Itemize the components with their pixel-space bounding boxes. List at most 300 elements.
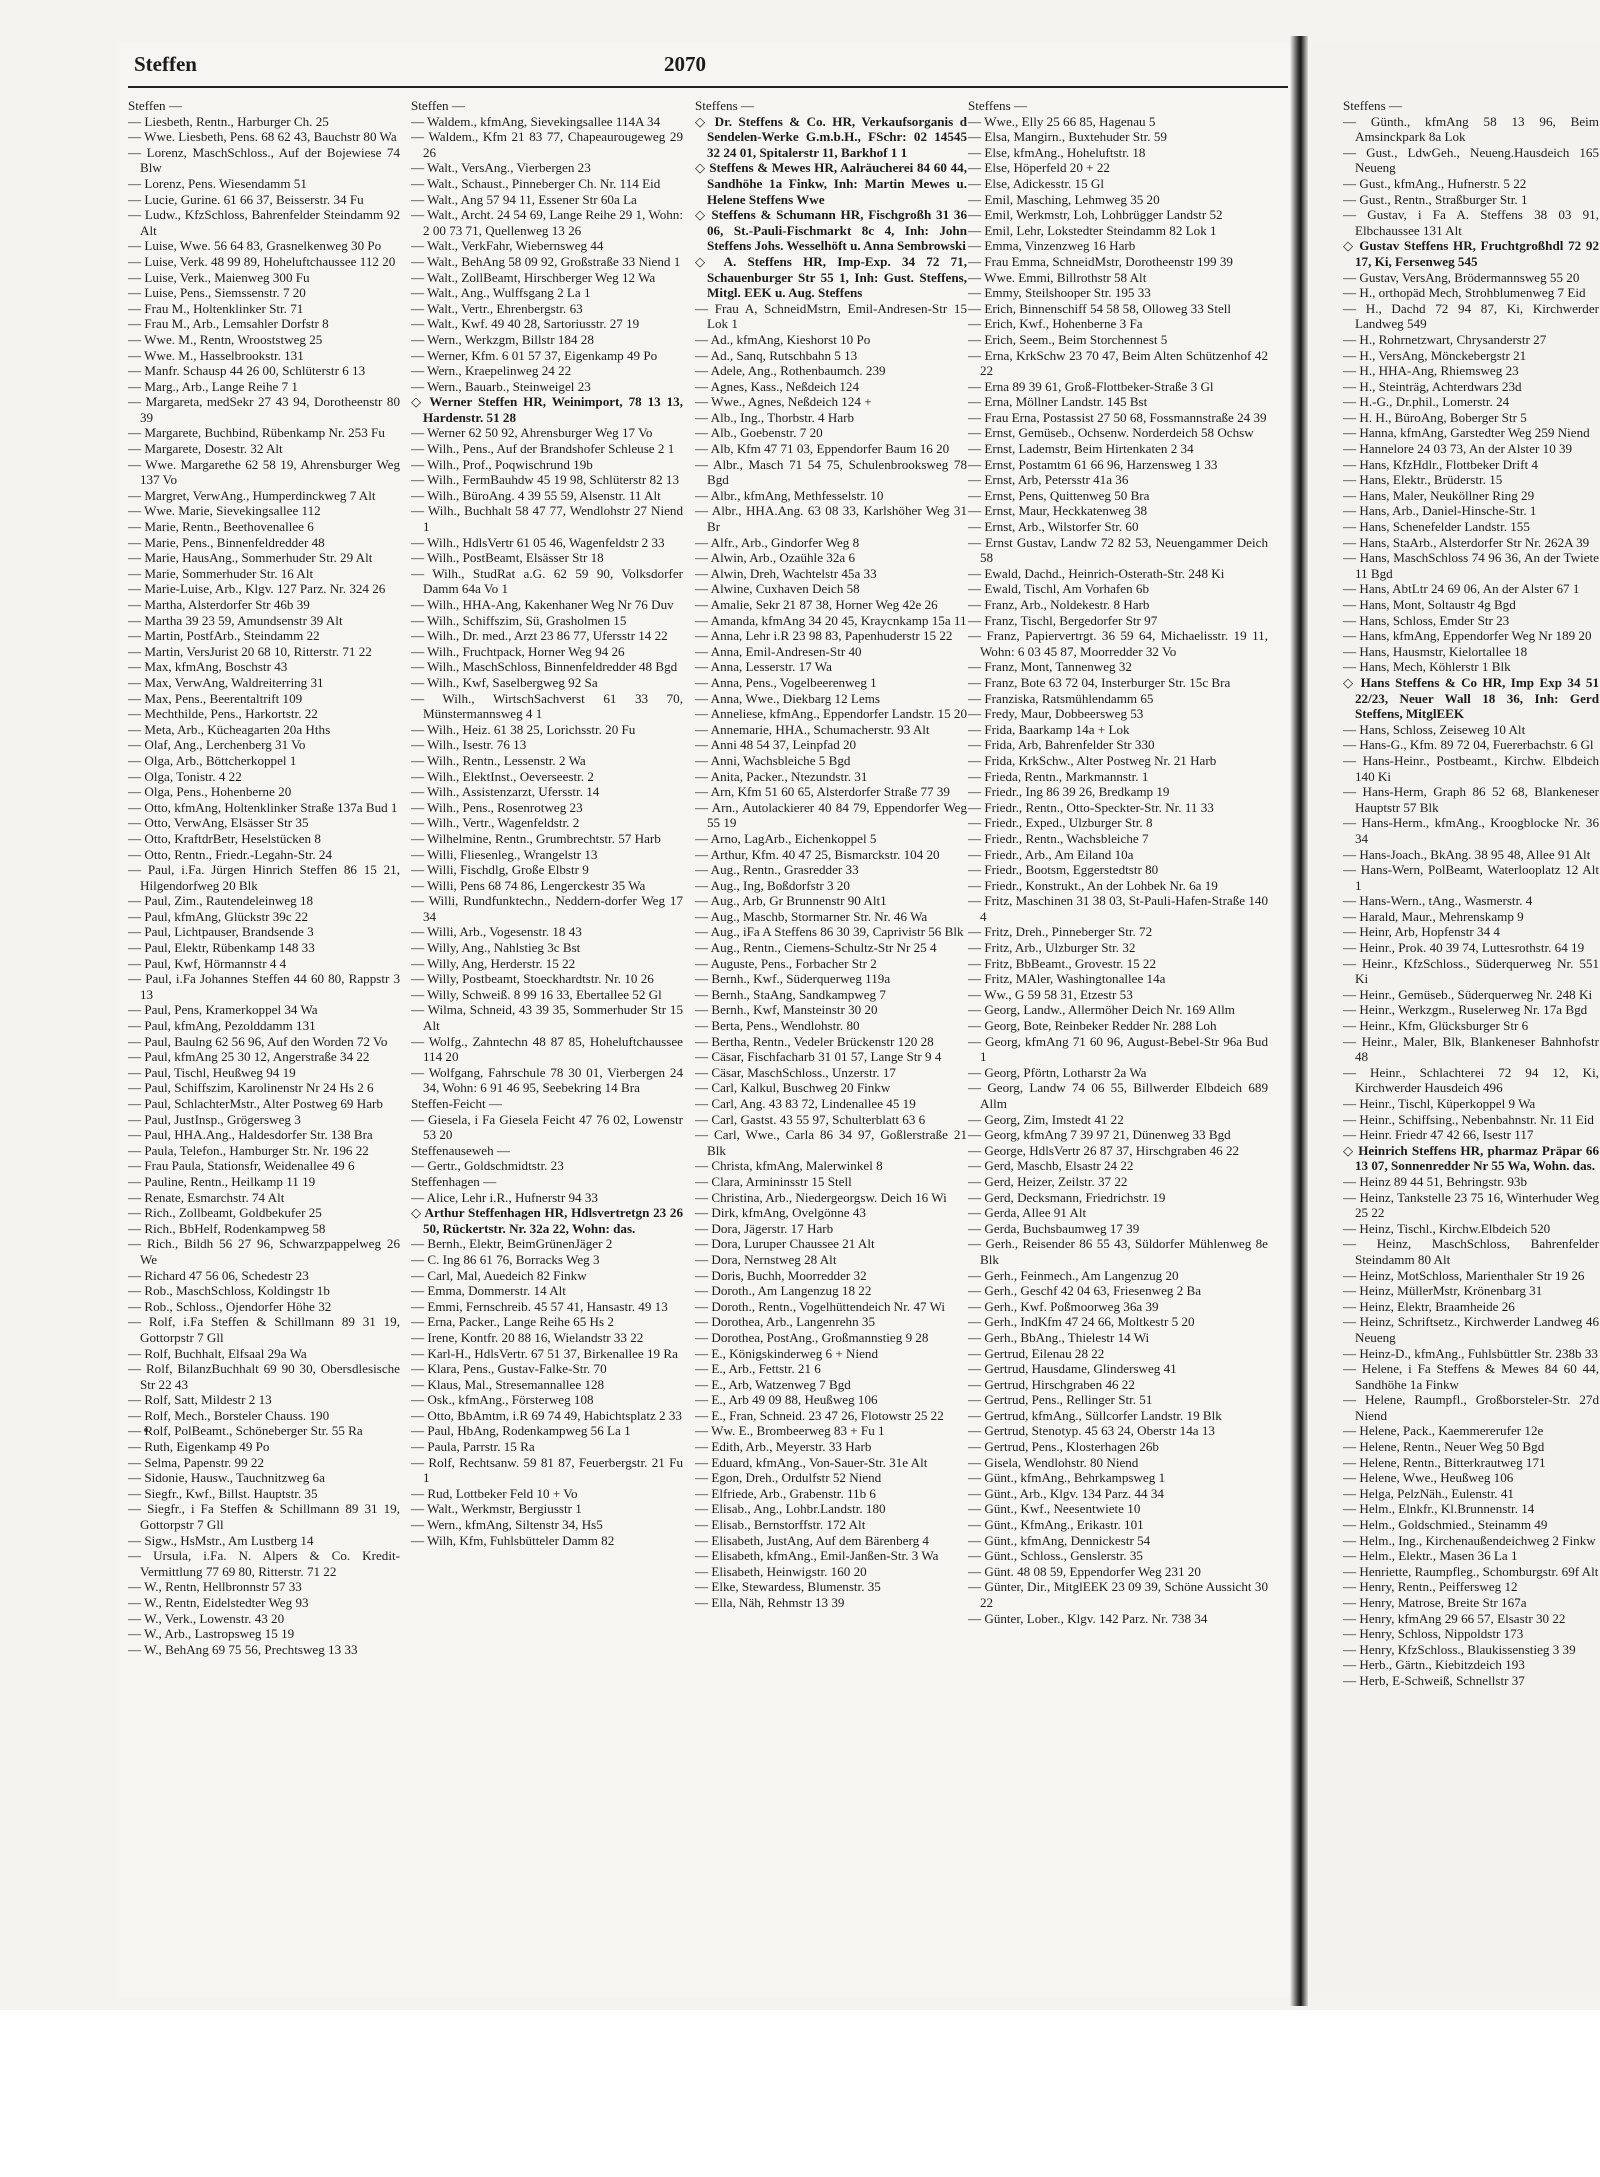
directory-entry: — Martha, Alsterdorfer Str 46b 39 [128, 597, 310, 612]
directory-entry: — Emmy, Steilshooper Str. 195 33 [968, 285, 1151, 301]
directory-entry: — Wilh., ElektInst., Oeverseestr. 2 [411, 768, 594, 784]
directory-entry: — Wern., Kraepelinweg 24 22 [411, 363, 572, 379]
directory-entry: — Heinr., Schlachterei 72 94 12, Ki, Kirchwerder Hausdeich 496 [1343, 1064, 1599, 1096]
directory-entry: — Carl, Ang. 43 83 72, Lindenallee 45 19 [695, 1096, 916, 1111]
directory-entry: — Max, Pens., Beerentaltrift 109 [128, 690, 303, 706]
directory-entry: — Else, kfmAng., Hoheluftstr. 18 [968, 144, 1146, 160]
directory-entry: — Dorothea, PostAng., Großmannstieg 9 28 [695, 1329, 929, 1345]
directory-entry: — Aug., iFa A Steffens 86 30 39, Caprivistr 56 Blk [695, 924, 964, 940]
directory-entry: — Gust., Rentn., Straßburger Str. 1 [1343, 191, 1528, 207]
directory-entry: — Walt., Ang., Wulffsgang 2 La 1 [411, 285, 591, 301]
directory-entry: — Heinz, Elektr, Braamheide 26 [1343, 1298, 1515, 1314]
directory-entry: — Heinr., Prok. 40 39 74, Luttesrothstr. 64 19 [1343, 940, 1585, 956]
directory-entry: — W., Rentn, Eidelstedter Weg 93 [128, 1595, 309, 1610]
directory-entry: — Günt., kfmAng., Behrkampsweg 1 [968, 1470, 1166, 1486]
column-head: Steffens — [1343, 98, 1403, 113]
directory-entry: — Paul, Pens, Kramerkoppel 34 Wa [128, 1002, 318, 1018]
directory-entry: — Bertha, Rentn., Vedeler Brückenstr 120 28 [695, 1033, 934, 1049]
directory-entry: — Erna, Packer., Lange Reihe 65 Hs 2 [411, 1314, 614, 1330]
directory-entry: — Cäsar, Fischfacharb 31 01 57, Lange Str 9 4 [695, 1049, 942, 1065]
directory-entry: — Gerh., BbAng., Thielestr 14 Wi [968, 1329, 1150, 1345]
directory-entry: — Friedr., Bootsm, Eggerstedtstr 80 [968, 862, 1159, 878]
directory-entry: — Alb, Kfm 47 71 03, Eppendorfer Baum 16 20 [695, 441, 950, 457]
directory-entry: — Frieda, Rentn., Markmannstr. 1 [968, 768, 1149, 784]
directory-entry: — Albr., kfmAng, Methfesselstr. 10 [695, 487, 884, 503]
directory-entry: — Giesela, i Fa Giesela Feicht 47 76 02, Lowenstr 53 20 [411, 1111, 683, 1143]
directory-entry: — H., orthopäd Mech, Strohblumenweg 7 Eid [1343, 285, 1586, 301]
directory-column-3 [695, 98, 967, 1978]
directory-entry: — Christina, Arb., Niedergeorgsw. Deich 16 Wi [695, 1189, 947, 1205]
column-head: Steffen — [128, 98, 182, 113]
directory-entry: — Meta, Arb., Kücheagarten 20a Hths [128, 721, 331, 737]
directory-entry: — Willi, Fischdlg, Große Elbstr 9 [411, 862, 589, 878]
directory-entry: — Emil, Lehr, Lokstedter Steindamm 82 Lok 1 [968, 222, 1217, 238]
directory-entry: — Gertrud, Stenotyp. 45 63 24, Oberstr 14a 13 [968, 1423, 1215, 1439]
directory-entry: — Rolf, Mech., Borsteler Chauss. 190 [128, 1407, 330, 1423]
directory-entry: — Doroth., Am Langenzug 18 22 [695, 1283, 872, 1299]
directory-entry: — Paula, Telefon., Hamburger Str. Nr. 196 22 [128, 1142, 369, 1158]
directory-entry: — Franziska, Ratsmühlendamm 65 [968, 690, 1154, 706]
directory-entry: — E., Arb, Watzenweg 7 Bgd [695, 1376, 851, 1392]
directory-entry: — Alwine, Cuxhaven Deich 58 [695, 581, 860, 597]
directory-entry: — Ernst, Pens, Quittenweg 50 Bra [968, 487, 1150, 503]
directory-entry: — Helm., Ing., Kirchenaußendeichweg 2 Finkw [1343, 1532, 1596, 1548]
directory-entry: — Renate, Esmarchstr. 74 Alt [128, 1189, 285, 1205]
directory-entry: — Walt., Ang 57 94 11, Essener Str 60a La [411, 191, 637, 207]
directory-entry: — Helene, Rentn., Bitterkrautweg 171 [1343, 1454, 1546, 1470]
directory-entry: — Anna, Wwe., Diekbarg 12 Lems [695, 690, 880, 706]
directory-entry: — Paul, i.Fa Johannes Steffen 44 60 80, Rappstr 3 13 [128, 971, 400, 1002]
column-head: Steffens — [968, 98, 1028, 113]
directory-entry: — Herb., Gärtn., Kiebitzdeich 193 [1343, 1657, 1525, 1673]
directory-entry: — Dirk, kfmAng, Ovelgönne 43 [695, 1205, 866, 1221]
directory-entry: — Hans, KfzHdlr., Flottbeker Drift 4 [1343, 456, 1538, 472]
directory-entry: — Walt., Werkmstr, Bergiusstr 1 [411, 1501, 582, 1517]
directory-entry: — Carl, Wwe., Carla 86 34 97, Goßlerstraße 21 Blk [695, 1127, 967, 1158]
directory-entry: — Rob., Schloss., Ojendorfer Höhe 32 [128, 1298, 332, 1314]
directory-entry: — Annemarie, HHA., Schumacherstr. 93 Alt [695, 721, 930, 737]
directory-entry: — Hans, AbtLtr 24 69 06, An der Alster 67 1 [1343, 581, 1580, 597]
directory-entry: ◇ Werner Steffen HR, Weinimport, 78 13 13, Hardenstr. 51 28 [411, 394, 683, 425]
directory-entry: — E., Arb 49 09 88, Heußweg 106 [695, 1392, 878, 1408]
directory-entry: — Arn., Autolackierer 40 84 79, Eppendorfer Weg 55 19 [695, 799, 967, 831]
book-gutter [1290, 36, 1308, 2006]
directory-entry: — E., Königskinderweg 6 + Niend [695, 1345, 879, 1361]
directory-entry: — Wilh., MaschSchloss, Binnenfeldredder 48 Bgd [411, 659, 678, 675]
directory-entry: — Franz, Bote 63 72 04, Insterburger Str. 15c Bra [968, 674, 1231, 690]
directory-entry: — Hans-Herm, Graph 86 52 68, Blankeneser Hauptstr 57 Blk [1343, 784, 1599, 815]
directory-entry: — Heinr., Maler, Blk, Blankeneser Bahnhofstr 48 [1343, 1033, 1599, 1065]
directory-entry: — Anni, Wachsbleiche 5 Bgd [695, 752, 851, 768]
directory-entry: — W., Arb., Lastropsweg 15 19 [128, 1626, 295, 1642]
column-head: Steffens — [695, 98, 755, 113]
directory-entry: — Hans, Schloss, Zeiseweg 10 Alt [1343, 721, 1526, 737]
directory-entry: — Anna, Lesserstr. 17 Wa [695, 659, 832, 675]
directory-entry: — Georg, kfmAng 71 60 96, August-Bebel-Str 96a Bud 1 [968, 1033, 1268, 1065]
directory-entry: — Ww., G 59 58 31, Etzestr 53 [968, 986, 1133, 1002]
directory-entry: — George, HdlsVertr 26 87 37, Hirschgraben 46 22 [968, 1142, 1240, 1158]
directory-entry: — Walt., BehAng 58 09 92, Großstraße 33 Niend 1 [411, 253, 681, 269]
directory-entry: — Wern., Bauarb., Steinweigel 23 [411, 378, 591, 394]
directory-entry: — Hans-G., Kfm. 89 72 04, Fuererbachstr. 6 Gl [1343, 737, 1594, 753]
directory-entry: — Günt., Kwf., Neesentwiete 10 [968, 1501, 1141, 1517]
directory-entry: — Franz, Mont, Tannenweg 32 [968, 659, 1132, 675]
directory-entry: — Günt., Arb., Klgv. 134 Parz. 44 34 [968, 1485, 1164, 1501]
directory-entry: ◇ A. Steffens HR, Imp-Exp. 34 72 71, Schauenburger Str 55 1, Inh: Gust. Steffens, Mitgl. EEK u. Aug. Steffens [695, 253, 967, 301]
directory-entry: — Günt., KfmAng., Erikastr. 101 [968, 1517, 1144, 1533]
entry-list [1343, 114, 1599, 1689]
directory-entry: — H., Dachd 72 94 87, Ki, Kirchwerder Landweg 549 [1343, 300, 1599, 332]
directory-entry: — Willy, Postbeamt, Stoeckhardtstr. Nr. 10 26 [411, 971, 654, 987]
directory-entry: — Rolf, Satt, Mildestr 2 13 [128, 1392, 272, 1408]
directory-entry: — Cäsar, MaschSchloss., Unzerstr. 17 [695, 1064, 896, 1080]
directory-entry: — Henry, KfzSchloss., Blaukissenstieg 3 39 [1343, 1641, 1576, 1657]
directory-entry: — Otto, kfmAng, Holtenklinker Straße 137a Bud 1 [128, 799, 398, 815]
entry-list [128, 114, 400, 1658]
directory-entry: — Heinr., KfzSchloss., Süderquerweg Nr. 551 Ki [1343, 955, 1599, 987]
directory-entry: Steffen-Feicht — [411, 1096, 503, 1111]
directory-entry: — Wilh., Fruchtpack, Horner Weg 94 26 [411, 643, 625, 659]
directory-entry: — Helga, PelzNäh., Eulenstr. 41 [1343, 1485, 1514, 1501]
directory-entry: — Erich, Binnenschiff 54 58 58, Olloweg 33 Stell [968, 300, 1232, 316]
directory-entry: — Rich., Bildh 56 27 96, Schwarzpappelweg 26 We [128, 1236, 400, 1267]
directory-entry: — Heinr., Schiffsing., Nebenbahnstr. Nr. 11 Eid [1343, 1111, 1594, 1127]
directory-entry: — Fredy, Maur, Dobbeersweg 53 [968, 706, 1144, 722]
directory-entry: — Elisabeth, Heinwigstr. 160 20 [695, 1563, 867, 1579]
directory-entry: — Paul, kfmAng, Glückstr 39c 22 [128, 908, 309, 924]
directory-entry: — Paul, i.Fa. Jürgen Hinrich Steffen 86 15 21, Hilgendorfweg 20 Blk [128, 862, 400, 893]
directory-entry: — Lorenz, MaschSchloss., Auf der Bojewiese 74 Blw [128, 144, 400, 176]
directory-entry: — Franz, Papiervertrgt. 36 59 64, Michaelisstr. 19 11, Wohn: 6 03 45 87, Moorredder 32 Vo [968, 628, 1268, 659]
running-head-name: Steffen [134, 52, 197, 76]
directory-entry: — Friedr., Rentn., Otto-Speckter-Str. Nr. 11 33 [968, 799, 1214, 815]
directory-entry: — Margarete, Dosestr. 32 Alt [128, 441, 283, 457]
directory-entry: — Albr., Masch 71 54 75, Schulenbrooksweg 78 Bgd [695, 456, 967, 488]
directory-entry: — H., Steinträg, Achterdwars 23d [1343, 378, 1522, 394]
directory-entry: — Wwe. Liesbeth, Pens. 68 62 43, Bauchstr 80 Wa [128, 129, 397, 145]
directory-entry: — Dora, Jägerstr. 17 Harb [695, 1220, 834, 1236]
directory-entry: — Bernh., Kwf., Süderquerweg 119a [695, 971, 891, 987]
directory-entry: — Ursula, i.Fa. N. Alpers & Co. Kredit-Vermittlung 77 69 80, Ritterstr. 71 22 [128, 1548, 400, 1579]
directory-entry: — Paul, kfmAng, Pezolddamm 131 [128, 1018, 316, 1034]
directory-entry: — E., Arb., Fettstr. 21 6 [695, 1361, 821, 1377]
directory-entry: — Günter, Dir., MitglEEK 23 09 39, Schöne Aussicht 30 22 [968, 1579, 1268, 1610]
directory-entry: ◇ Hans Steffens & Co HR, Imp Exp 34 51 22/23, Neuer Wall 18 36, Inh: Gerd Steffens, MitglEEK [1343, 674, 1599, 722]
directory-entry: — Georg, Bote, Reinbeker Redder Nr. 288 Loh [968, 1018, 1217, 1034]
directory-entry: — Hans, Hausmstr, Kielortallee 18 [1343, 643, 1528, 659]
directory-entry: — Selma, Papenstr. 99 22 [128, 1454, 265, 1470]
directory-entry: — Gertrud, Pens., Klosterhagen 26b [968, 1439, 1159, 1455]
directory-entry: — Liesbeth, Rentn., Harburger Ch. 25 [128, 113, 329, 129]
directory-entry: — Wilh., Assistenzarzt, Ufersstr. 14 [411, 784, 600, 800]
directory-entry: ◇ Heinrich Steffens HR, pharmaz Präpar 66 13 07, Sonnenredder Nr 55 Wa, Wohn. das. [1343, 1142, 1599, 1174]
directory-entry: — Willi, Arb., Vogesenstr. 18 43 [411, 924, 582, 940]
directory-entry: — Willi, Pens 68 74 86, Lengerckestr 35 Wa [411, 877, 646, 893]
directory-entry: — Hans, StaArb., Alsterdorfer Str Nr. 262A 39 [1343, 534, 1590, 550]
directory-entry: — Wilh., Heiz. 61 38 25, Lorichsstr. 20 Fu [411, 721, 636, 737]
directory-entry: — Günt., Schloss., Genslerstr. 35 [968, 1548, 1143, 1564]
directory-entry: — Hannelore 24 03 73, An der Alster 10 39 [1343, 441, 1573, 457]
directory-entry: — Heinz, MüllerMstr, Krönenbarg 31 [1343, 1283, 1543, 1299]
directory-entry: — Erna, KrkSchw 23 70 47, Beim Alten Schützenhof 42 22 [968, 347, 1268, 379]
directory-entry: — Paul, JustInsp., Grögersweg 3 [128, 1111, 301, 1127]
directory-entry: — Frau A, SchneidMstrn, Emil-Andresen-Str 15 Lok 1 [695, 300, 967, 332]
directory-entry: — Hans, Maler, Neuköllner Ring 29 [1343, 487, 1535, 503]
column-head: Steffen — [411, 98, 465, 113]
directory-entry: — Gerh., Reisender 86 55 43, Süldorfer Mühlenweg 8e Blk [968, 1236, 1268, 1267]
directory-entry: — Wilh., PostBeamt, Elsässer Str 18 [411, 550, 604, 566]
directory-entry: — Erich, Seem., Beim Storchennest 5 [968, 331, 1168, 347]
directory-entry: — Aug., Rentn., Ciemens-Schultz-Str Nr 25 4 [695, 940, 937, 956]
directory-entry: — Heinr, Arb, Hopfenstr 34 4 [1343, 924, 1500, 940]
directory-entry: — Anna, Emil-Andresen-Str 40 [695, 643, 862, 659]
directory-entry: — Bernh., StaAng, Sandkampweg 7 [695, 986, 886, 1002]
directory-entry: ◇ Gustav Steffens HR, Fruchtgroßhdl 72 92 17, Ki, Fersenweg 545 [1343, 238, 1599, 269]
directory-entry: — Rolf, Buchhalt, Elfsaal 29a Wa [128, 1345, 307, 1361]
directory-entry: ◇ Dr. Steffens & Co. HR, Verkaufsorganis d Sendelen-Werke G.m.b.H., FSchr: 02 14545 32 24 01, Spitalerstr 11, Barkhof 1 1 [695, 113, 967, 160]
directory-entry: ◇ Arthur Steffenhagen HR, Hdlsvertretgn 23 26 50, Rückertstr. Nr. 32a 22, Wohn: das. [411, 1205, 683, 1236]
directory-entry: — Waldem., Kfm 21 83 77, Chapeaurougeweg 29 26 [411, 129, 683, 160]
directory-entry: — Arn, Kfm 51 60 65, Alsterdorfer Straße 77 39 [695, 784, 950, 800]
directory-entry: — Georg, Landw 74 06 55, Billwerder Elbdeich 689 Allm [968, 1080, 1268, 1111]
directory-entry: — Ww. E., Brombeerweg 83 + Fu 1 [695, 1423, 885, 1439]
directory-entry: — Willi, Rundfunktechn., Neddern-dorfer Weg 17 34 [411, 893, 683, 924]
directory-entry: — Carl, Kalkul, Buschweg 20 Finkw [695, 1080, 891, 1096]
directory-entry: — Gerda, Buchsbaumweg 17 39 [968, 1220, 1140, 1236]
directory-entry: — Arthur, Kfm. 40 47 25, Bismarckstr. 104 20 [695, 846, 940, 862]
directory-entry: — Ernst, Postamtm 61 66 96, Harzensweg 1 33 [968, 456, 1218, 472]
directory-entry: — Hans, Arb., Daniel-Hinsche-Str. 1 [1343, 503, 1537, 519]
directory-entry: — Olga, Tonistr. 4 22 [128, 768, 242, 784]
directory-column-5-right-page [1343, 98, 1599, 1978]
directory-entry: — Walt., VerkFahr, Wiebernsweg 44 [411, 238, 604, 254]
directory-entry: — Gertrud, Pens., Rellinger Str. 51 [968, 1392, 1153, 1408]
directory-entry: — Aug., Arb, Gr Brunnenstr 90 Alt1 [695, 893, 887, 909]
directory-entry: — Paul, Kwf, Hörmannstr 4 4 [128, 955, 287, 971]
directory-entry: — Wolfgang, Fahrschule 78 30 01, Vierbergen 24 34, Wohn: 6 91 46 95, Seebekring 14 Bra [411, 1064, 683, 1096]
directory-entry: — Gustav, VersAng, Brödermannsweg 55 20 [1343, 269, 1580, 285]
directory-entry: — Ludw., KfzSchloss, Bahrenfelder Steindamm 92 Alt [128, 207, 400, 238]
directory-entry: — Anita, Packer., Ntezundstr. 31 [695, 768, 868, 784]
directory-entry: — Rolf, PolBeamt., Schöneberger Str. 55 Ra [128, 1423, 363, 1439]
directory-entry: — Martin, VersJurist 20 68 10, Ritterstr. 71 22 [128, 643, 372, 659]
directory-column-4 [968, 98, 1268, 1978]
directory-entry: — Egon, Dreh., Ordulfstr 52 Niend [695, 1470, 882, 1486]
directory-entry: — Wilh., Vertr., Wagenfeldstr. 2 [411, 815, 580, 831]
directory-entry: — Alwin, Arb., Ozaühle 32a 6 [695, 550, 856, 566]
directory-entry: — Willy, Schweiß. 8 99 16 33, Ebertallee 52 Gl [411, 986, 662, 1002]
directory-entry: — Heinz, MaschSchloss, Bahrenfelder Steindamm 80 Alt [1343, 1236, 1599, 1267]
directory-entry: — Paul, Lichtpauser, Brandsende 3 [128, 924, 314, 940]
directory-column-1 [128, 98, 400, 1978]
directory-entry: — Ewald, Tischl, Am Vorhafen 6b [968, 581, 1150, 597]
directory-entry: — H., HHA-Ang, Rhiemsweg 23 [1343, 363, 1519, 379]
directory-entry: — Wilh., StudRat a.G. 62 59 90, Volksdorfer Damm 64a Vo 1 [411, 565, 683, 597]
directory-entry: — Alb., Goebenstr. 7 20 [695, 425, 823, 441]
directory-entry: — Paul, Schiffszim, Karolinenstr Nr 24 Hs 2 6 [128, 1080, 374, 1096]
directory-entry: — Marie, Pens., Binnenfeldredder 48 [128, 534, 325, 550]
directory-entry: — Wilhelmine, Rentn., Grumbrechtstr. 57 Harb [411, 830, 661, 846]
directory-entry: — Wilh., Isestr. 76 13 [411, 737, 527, 753]
directory-entry: — Gertrud, kfmAng., Süllcorfer Landstr. 19 Blk [968, 1407, 1222, 1423]
directory-entry: — Luise, Verk., Maienweg 300 Fu [128, 269, 310, 285]
directory-entry: — Frida, KrkSchw., Alter Postweg Nr. 21 Harb [968, 752, 1217, 768]
directory-entry: — Rud, Lottbeker Feld 10 + Vo [411, 1485, 578, 1501]
directory-entry: — Agnes, Kass., Neßdeich 124 [695, 378, 860, 394]
directory-entry: — Rolf, BilanzBuchhalt 69 90 30, Obersdlesische Str 22 43 [128, 1361, 400, 1392]
directory-entry: — Hans, MaschSchloss 74 96 36, An der Twiete 11 Bgd [1343, 550, 1599, 581]
directory-entry: — Martin, PostfArb., Steindamm 22 [128, 628, 320, 644]
directory-entry: — Margarete, Buchbind, Rübenkamp Nr. 253 Fu [128, 425, 385, 441]
directory-entry: — Helene, Pack., Kaemmererufer 12e [1343, 1423, 1544, 1439]
directory-entry: — Dora, Luruper Chaussee 21 Alt [695, 1236, 875, 1252]
directory-entry: — Ernst, Lademstr, Beim Hirtenkaten 2 34 [968, 441, 1194, 457]
directory-entry: — Otto, Rentn., Friedr.-Legahn-Str. 24 [128, 846, 333, 862]
directory-entry: — Gertrud, Hausdame, Glindersweg 41 [968, 1361, 1177, 1377]
directory-entry: — Hans, Mech, Köhlerstr 1 Blk [1343, 659, 1511, 675]
directory-entry: — Wern., Werkzgm, Billstr 184 28 [411, 331, 594, 347]
directory-entry: — Heinr., Kfm, Glücksburger Str 6 [1343, 1018, 1529, 1034]
directory-entry: — Friedr., Arb., Am Eiland 10a [968, 846, 1134, 862]
directory-entry: — Wwe., Elly 25 66 85, Hagenau 5 [968, 113, 1156, 129]
directory-entry: — Else, Höperfeld 20 + 22 [968, 160, 1110, 176]
directory-entry: — Wilh., Rentn., Lessenstr. 2 Wa [411, 752, 586, 768]
directory-entry: — Wilh., BüroAng. 4 39 55 59, Alsenstr. 11 Alt [411, 487, 661, 503]
directory-entry: — Carl, Gastst. 43 55 97, Schulterblatt 63 6 [695, 1111, 926, 1127]
directory-entry: — Margret, VerwAng., Humperdinckweg 7 Alt [128, 487, 376, 503]
directory-entry: — Ad., kfmAng, Kieshorst 10 Po [695, 331, 871, 347]
directory-entry: — Georg, Landw., Allermöher Deich Nr. 169 Allm [968, 1002, 1235, 1018]
directory-entry: — Gerh., IndKfm 47 24 66, Moltkestr 5 20 [968, 1314, 1195, 1330]
directory-entry: — Gertrud, Eilenau 28 22 [968, 1345, 1105, 1361]
directory-entry: — Elisab., Ang., Lohbr.Landstr. 180 [695, 1501, 886, 1517]
directory-entry: — Frau Paula, Stationsfr, Weidenallee 49 6 [128, 1158, 355, 1174]
directory-entry: — Aug., Maschb, Stormarner Str. Nr. 46 Wa [695, 908, 928, 924]
directory-entry: — Anneliese, kfmAng., Eppendorfer Landstr. 15 20 [695, 706, 967, 722]
directory-entry: — Klara, Pens., Gustav-Falke-Str. 70 [411, 1361, 607, 1377]
directory-entry: — E., Fran, Schneid. 23 47 26, Flotowstr 25 22 [695, 1407, 944, 1423]
directory-entry: — Aug., Rentn., Grasredder 33 [695, 862, 859, 878]
directory-entry: — Heinr., Werkzgm., Ruselerweg Nr. 17a Bgd [1343, 1002, 1588, 1018]
directory-entry: — Gertr., Goldschmidtstr. 23 [411, 1158, 564, 1174]
directory-entry: — Elfriede, Arb., Grabenstr. 11b 6 [695, 1485, 876, 1501]
directory-entry: — Hans, Schenefelder Landstr. 155 [1343, 519, 1530, 535]
directory-entry: — Wilh., HHA-Ang, Kakenhaner Weg Nr 76 Duv [411, 597, 674, 612]
directory-entry: — Frau Emma, SchneidMstr, Dorotheenstr 199 39 [968, 253, 1233, 269]
directory-entry: — Walt., Kwf. 49 40 28, Sartoriusstr. 27 19 [411, 316, 640, 332]
directory-entry: — Elisabeth, JustAng, Auf dem Bärenberg 4 [695, 1532, 929, 1548]
directory-entry: — Hans, kfmAng, Eppendorfer Weg Nr 189 20 [1343, 628, 1592, 644]
directory-entry: — H.-G., Dr.phil., Lomerstr. 24 [1343, 394, 1510, 410]
directory-entry: — Helm., Elektr., Masen 36 La 1 [1343, 1548, 1518, 1564]
directory-entry: — Werner, Kfm. 6 01 57 37, Eigenkamp 49 Po [411, 347, 658, 363]
directory-entry: — Wilh., HdlsVertr 61 05 46, Wagenfeldstr 2 33 [411, 534, 665, 550]
directory-entry: — Paul, Tischl, Heußweg 94 19 [128, 1064, 296, 1080]
directory-entry: — Adele, Ang., Rothenbaumch. 239 [695, 363, 886, 379]
directory-entry: — Paul, HHA.Ang., Haldesdorfer Str. 138 Bra [128, 1127, 373, 1143]
directory-entry: — Rich., BbHelf, Rodenkampweg 58 [128, 1220, 326, 1236]
directory-entry: — Fritz, Arb., Ulzburger Str. 32 [968, 940, 1136, 956]
directory-entry: — Aug., Ing, Boßdorfstr 3 20 [695, 877, 850, 893]
directory-entry: — Clara, Armininsstr 15 Stell [695, 1173, 852, 1189]
directory-entry: — Waldem., kfmAng, Sievekingsallee 114A 34 [411, 113, 661, 129]
directory-entry: — Siegfr., i Fa Steffen & Schillmann 89 31 19, Gottorpstr 7 Gll [128, 1501, 400, 1533]
entry-list [968, 114, 1268, 1627]
directory-entry: — Ernst, Arb., Wilstorfer Str. 60 [968, 519, 1139, 535]
directory-entry: — Hans-Wern., tAng., Wasmerstr. 4 [1343, 893, 1533, 909]
directory-entry: — Gerh., Feinmech., Am Langenzug 20 [968, 1267, 1179, 1283]
directory-entry: — Helene, i Fa Steffens & Mewes 84 60 44, Sandhöhe 1a Finkw [1343, 1361, 1599, 1392]
directory-entry: — Luise, Pens., Siemssenstr. 7 20 [128, 285, 306, 301]
directory-entry: — Emil, Werkmstr, Loh, Lohbrügger Landstr 52 [968, 207, 1223, 223]
directory-entry: — Frau Erna, Postassist 27 50 68, Fossmannstraße 24 39 [968, 409, 1267, 425]
directory-entry: — Wwe. M., Hasselbrookstr. 131 [128, 347, 304, 363]
directory-entry: — Wwe. M., Rentn, Wrooststweg 25 [128, 331, 323, 347]
directory-entry: — Erich, Kwf., Hohenberne 3 Fa [968, 316, 1143, 332]
directory-entry: — Sigw., HsMstr., Am Lustberg 14 [128, 1532, 314, 1548]
directory-entry: — Luise, Verk. 48 99 89, Hoheluftchaussee 112 20 [128, 253, 396, 269]
directory-entry: — Heinz, MotSchloss, Marienthaler Str 19 26 [1343, 1267, 1585, 1283]
directory-entry: — Wern., kfmAng, Siltenstr 34, Hs5 [411, 1517, 603, 1533]
directory-entry: — Georg, Zim, Imstedt 41 22 [968, 1111, 1124, 1127]
directory-entry: — Willi, Fliesenleg., Wrangelstr 13 [411, 846, 598, 862]
directory-column-2 [411, 98, 683, 1978]
directory-entry: — Ewald, Dachd., Heinrich-Osterath-Str. 248 Ki [968, 565, 1225, 581]
directory-entry: — Albr., HHA.Ang. 63 08 33, Karlshöher Weg 31 Br [695, 503, 967, 535]
directory-entry: Steffenauseweh — [411, 1142, 511, 1158]
directory-entry: — Emma, Dommerstr. 14 Alt [411, 1283, 566, 1299]
directory-entry: — Günt., kfmAng, Dennickestr 54 [968, 1532, 1151, 1548]
directory-entry: — Bernh., Kwf, Mansteinstr 30 20 [695, 1002, 878, 1018]
directory-entry: — Helene, Raumpfl., Großborsteler-Str. 27d Niend [1343, 1392, 1599, 1423]
directory-entry: — Rolf, i.Fa Steffen & Schillmann 89 31 19, Gottorpstr 7 Gll [128, 1314, 400, 1345]
directory-entry: — Paul, Baulng 62 56 96, Auf den Worden 72 Vo [128, 1033, 388, 1049]
directory-entry: — Heinz 89 44 51, Behringstr. 93b [1343, 1173, 1528, 1189]
directory-entry: — Amanda, kfmAng 34 20 45, Kraycnkamp 15a 11 [695, 612, 967, 628]
directory-entry: — Ruth, Eigenkamp 49 Po [128, 1439, 270, 1455]
directory-entry: — Otto, BbAmtm, i.R 69 74 49, Habichtsplatz 2 33 [411, 1407, 682, 1423]
directory-entry: — Elisab., Bernstorffstr. 172 Alt [695, 1517, 866, 1533]
directory-entry: — Wilh., Buchhalt 58 47 77, Wendlohstr 27 Niend 1 [411, 503, 683, 535]
directory-entry: — Wwe. Margarethe 62 58 19, Ahrensburger Weg 137 Vo [128, 456, 400, 488]
directory-entry: — Henry, Rentn., Peiffersweg 12 [1343, 1579, 1518, 1595]
directory-entry: — Fritz, MAler, Washingtonallee 14a [968, 971, 1166, 987]
directory-entry: — Gerh., Geschf 42 04 63, Friesenweg 2 Ba [968, 1283, 1202, 1299]
directory-entry: — Irene, Kontfr. 20 88 16, Wielandstr 33 22 [411, 1329, 644, 1345]
directory-entry: — Heinz, Tankstelle 23 75 16, Winterhuder Weg 25 22 [1343, 1189, 1599, 1221]
directory-entry: — Hans-Heinr., Postbeamt., Kirchw. Elbdeich 140 Ki [1343, 752, 1599, 784]
directory-entry: — Marie, Rentn., Beethovenallee 6 [128, 519, 314, 535]
directory-entry: — Edith, Arb., Meyerstr. 33 Harb [695, 1439, 872, 1455]
directory-entry: — Paul, SchlachterMstr., Alter Postweg 69 Harb [128, 1096, 383, 1111]
directory-entry: — Helm., Goldschmied., Steinamm 49 [1343, 1517, 1548, 1533]
directory-entry: — W., BehAng 69 75 56, Prechtsweg 13 33 [128, 1641, 358, 1657]
directory-entry: — Gustav, i Fa A. Steffens 38 03 91, Elbchaussee 131 Alt [1343, 207, 1599, 238]
directory-entry: — Klaus, Mal., Stresemannallee 128 [411, 1376, 605, 1392]
directory-entry: — Georg, kfmAng 7 39 97 21, Dünenweg 33 Bgd [968, 1127, 1231, 1143]
directory-entry: — Franz, Arb., Noldekestr. 8 Harb [968, 597, 1150, 612]
directory-entry: — Gisela, Wendlohstr. 80 Niend [968, 1454, 1139, 1470]
directory-entry: — Doroth., Rentn., Vogelhüttendeich Nr. 47 Wi [695, 1298, 946, 1314]
directory-entry: — Karl-H., HdlsVertr. 67 51 37, Birkenallee 19 Ra [411, 1345, 678, 1361]
header-rule [128, 86, 1288, 88]
directory-entry: — Fritz, Maschinen 31 38 03, St-Pauli-Hafen-Straße 140 4 [968, 893, 1268, 924]
directory-entry: — Berta, Pens., Wendlohstr. 80 [695, 1018, 860, 1034]
directory-entry: — Otto, VerwAng, Elsässer Str 35 [128, 815, 309, 831]
directory-entry: — Heinz, Schriftsetz., Kirchwerder Landweg 46 Neueng [1343, 1314, 1599, 1345]
directory-entry: — Max, kfmAng, Boschstr 43 [128, 659, 288, 675]
directory-entry: ◇ Steffens & Mewes HR, Aalräucherei 84 60 44, Sandhöhe 1a Finkw, Inh: Martin Mewes u. Helene Steffens Wwe [695, 160, 967, 207]
